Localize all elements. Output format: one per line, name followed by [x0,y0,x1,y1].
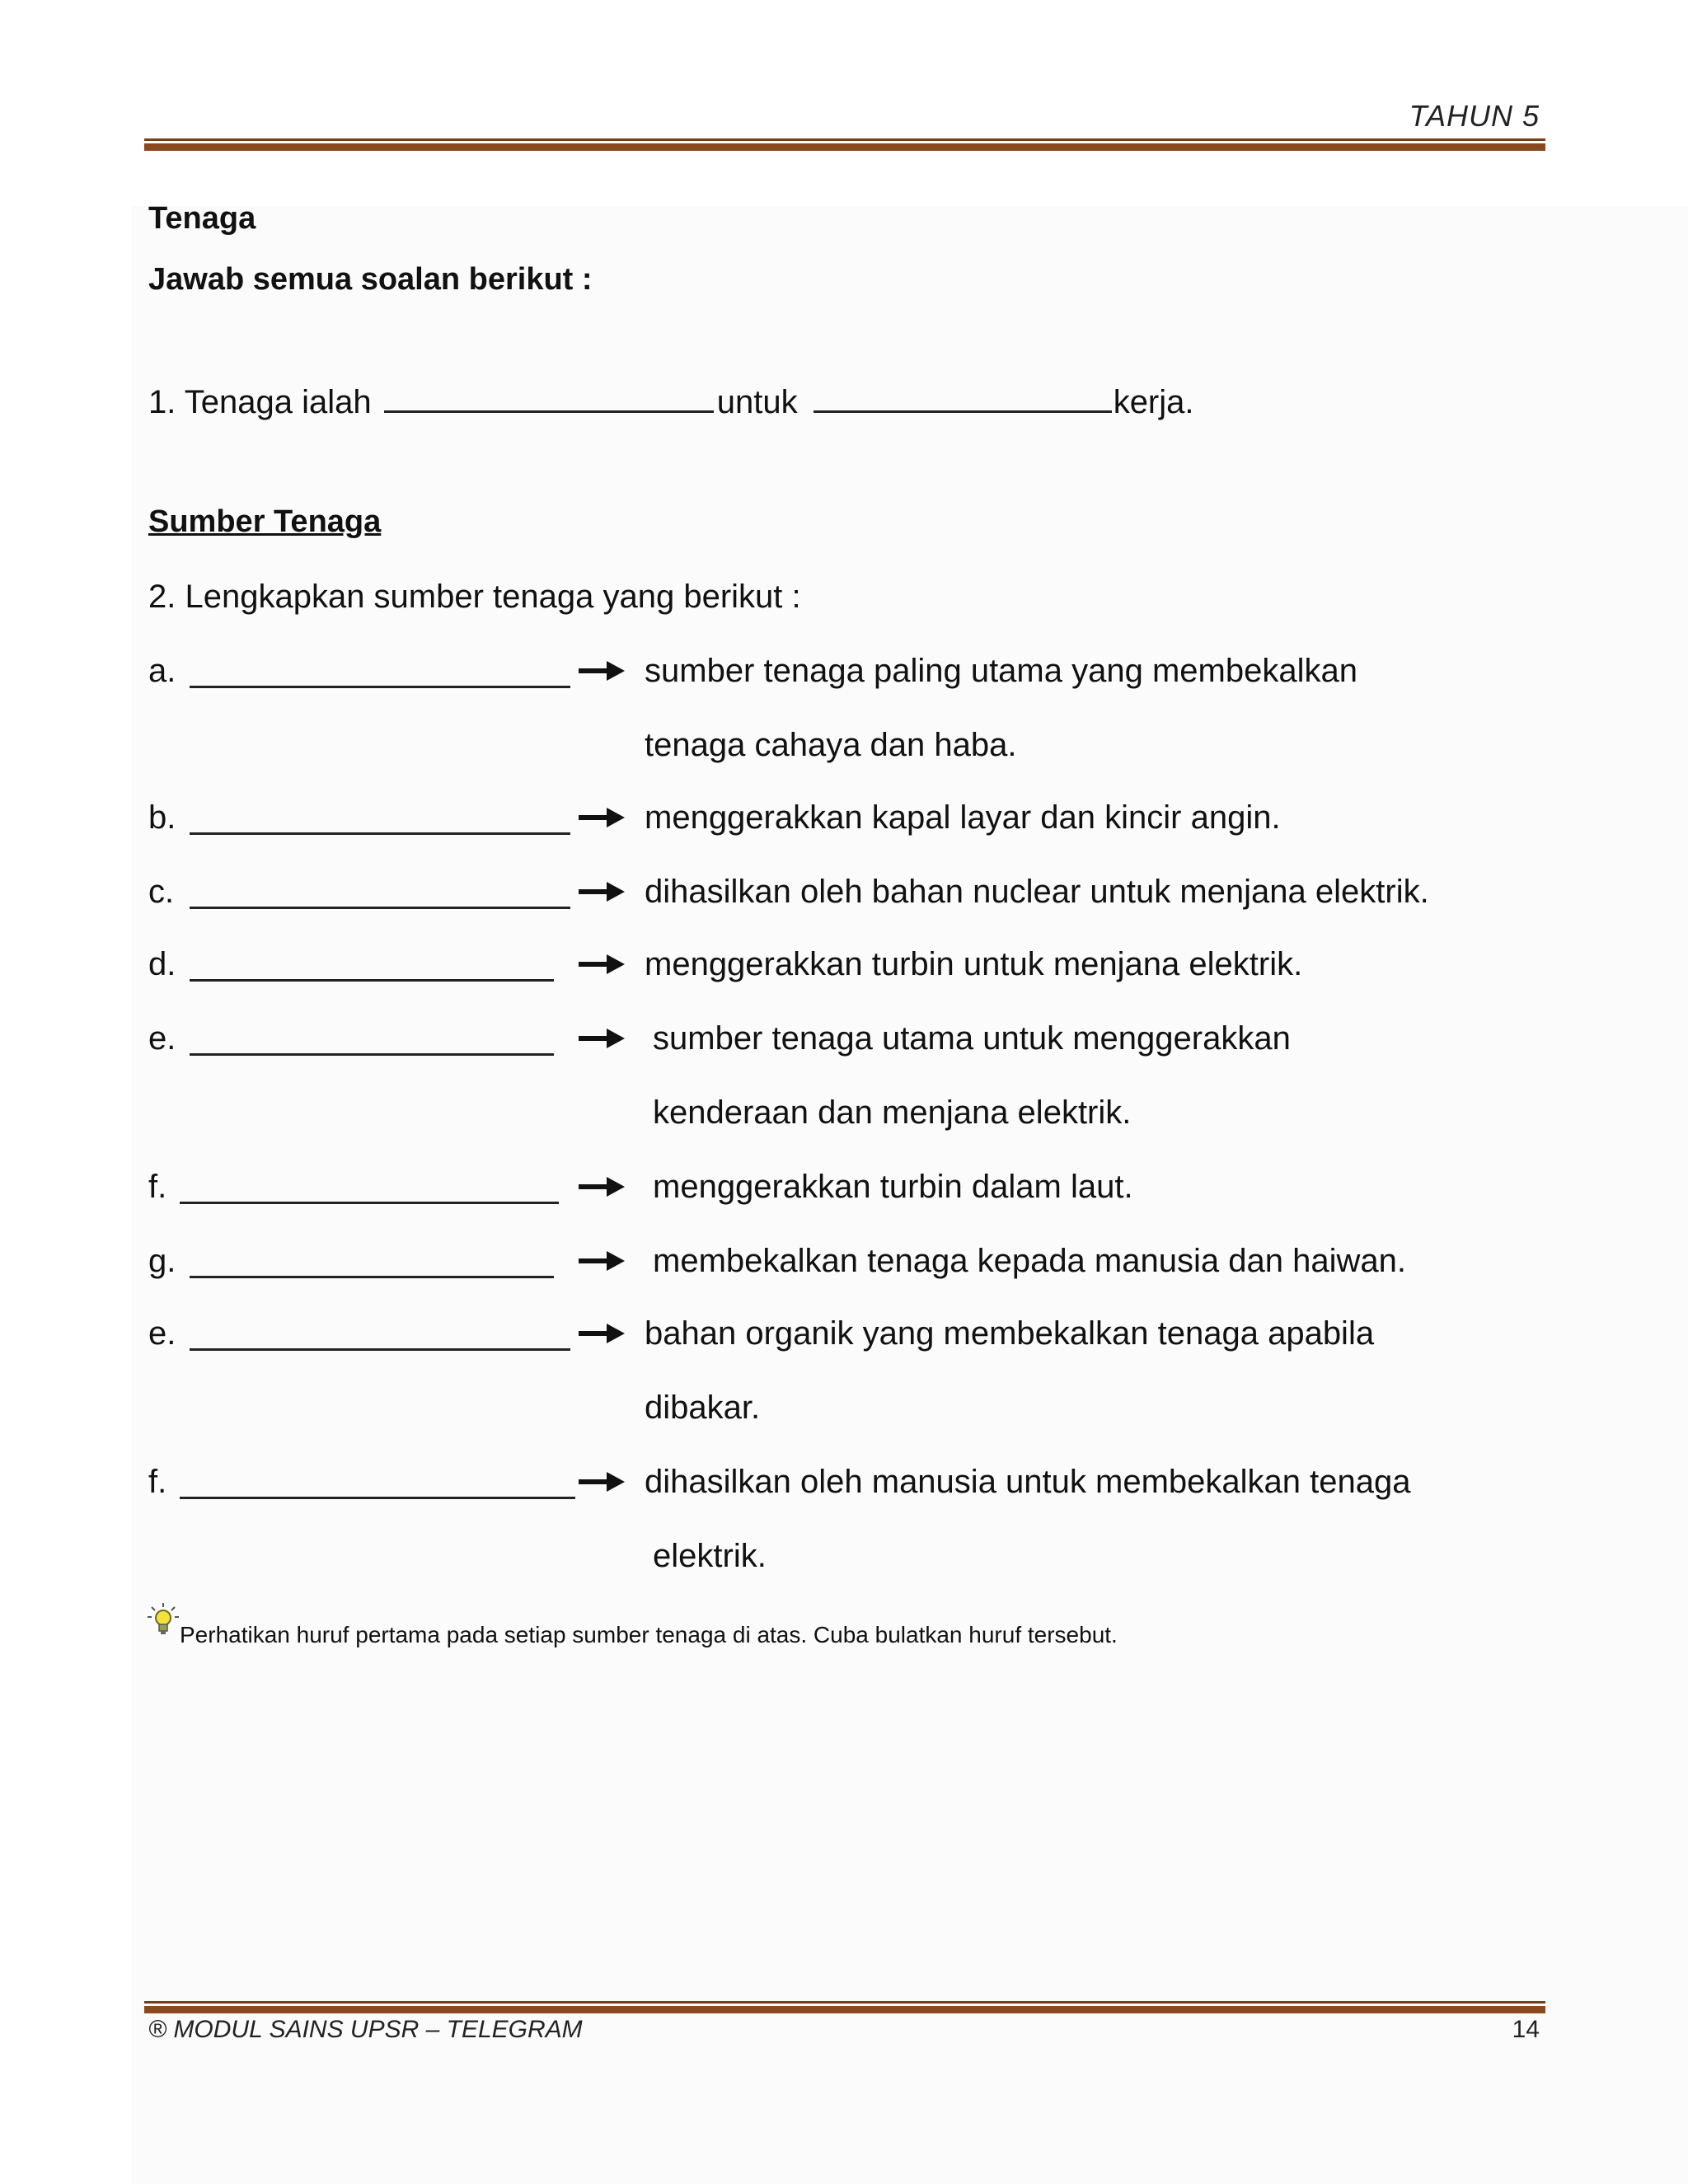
item-letter: d. [148,946,176,982]
answer-blank[interactable] [190,1053,554,1056]
item-letter: f. [148,1169,167,1205]
item-letter: f. [148,1464,167,1500]
list-item [0,1169,1688,1218]
question-1-part1: 1. Tenaga ialah [148,384,381,420]
answer-blank[interactable] [190,1276,554,1278]
arrow-right-icon [579,1322,625,1345]
item-letter: a. [148,653,176,689]
item-description-continued: dibakar. [645,1390,761,1426]
section-heading: Sumber Tenaga [148,504,382,539]
list-item [0,1020,1688,1070]
footer-rule [144,2001,1545,2013]
instruction-title: Jawab semua soalan berikut : [148,262,593,297]
item-description: menggerakkan turbin untuk menjana elektrik. [645,946,1303,982]
question-2-prompt: 2. Lengkapkan sumber tenaga yang berikut : [148,579,801,615]
footer-title: ® MODUL SAINS UPSR – TELEGRAM [148,2016,583,2043]
answer-blank[interactable] [190,979,554,982]
item-description: sumber tenaga utama untuk menggerakkan [653,1020,1291,1057]
item-letter: e. [148,1020,176,1057]
question-1-part3: kerja. [1113,384,1194,420]
list-item [0,1315,1688,1365]
answer-blank[interactable] [814,382,1112,413]
lightbulb-icon [147,1602,180,1637]
header-rule [144,138,1545,151]
item-description: menggerakkan kapal layar dan kincir angin. [645,799,1281,836]
answer-blank[interactable] [180,1202,559,1204]
arrow-right-icon [579,806,625,829]
item-description-continued: kenderaan dan menjana elektrik. [653,1094,1132,1131]
list-item [0,653,1688,702]
header-label: TAHUN 5 [1409,99,1540,133]
arrow-right-icon [579,1249,625,1272]
answer-blank[interactable] [190,832,570,835]
list-item [0,799,1688,849]
item-description-continued: tenaga cahaya dan haba. [645,727,1017,763]
answer-blank[interactable] [190,1348,570,1351]
item-description: dihasilkan oleh bahan nuclear untuk menjana elektrik. [645,874,1429,910]
tip-text: Perhatikan huruf pertama pada setiap sumber tenaga di atas. Cuba bulatkan huruf tersebut. [180,1622,1118,1647]
arrow-right-icon [579,1027,625,1050]
list-item [0,946,1688,996]
arrow-right-icon [579,953,625,976]
item-description: membekalkan tenaga kepada manusia dan haiwan. [653,1243,1406,1279]
page-number: 14 [1512,2016,1540,2043]
answer-blank[interactable] [180,1497,575,1499]
question-1 [148,382,1194,421]
item-description: dihasilkan oleh manusia untuk membekalkan tenaga [645,1464,1411,1500]
answer-blank[interactable] [384,382,714,413]
arrow-right-icon [579,1175,625,1198]
item-letter: b. [148,799,176,836]
item-description: bahan organik yang membekalkan tenaga apabila [645,1315,1375,1352]
item-description: menggerakkan turbin dalam laut. [653,1169,1133,1205]
answer-blank[interactable] [190,907,570,909]
item-description: sumber tenaga paling utama yang membekalkan [645,653,1357,689]
arrow-right-icon [579,1470,625,1493]
answer-blank[interactable] [190,686,570,688]
list-item [0,874,1688,923]
item-letter: g. [148,1243,176,1279]
item-description-continued: elektrik. [653,1538,767,1574]
question-1-part2: untuk [716,384,807,420]
list-item [0,1243,1688,1292]
item-letter: e. [148,1315,176,1352]
arrow-right-icon [579,659,625,682]
arrow-right-icon [579,880,625,903]
list-item [0,1464,1688,1513]
item-letter: c. [148,874,175,910]
topic-title: Tenaga [148,201,256,236]
